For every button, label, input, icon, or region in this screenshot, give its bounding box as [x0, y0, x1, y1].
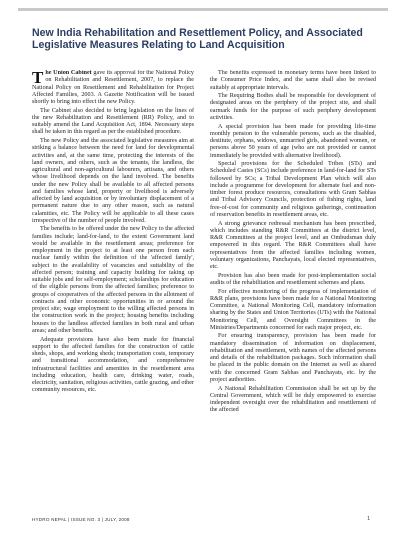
- paragraph: Special provisions for the Scheduled Tribes (STs) and Scheduled Castes (SCs) include preference in land-for-land for STs followed by SCs; a Tribal Development Plan which will also include a programme for development for alternate fuel and non-timber forest produce resources, consultations with Gram Sabhas and Tribal Advisory Councils, protection of fishing rights, land free-of-cost for community and religious gatherings, continuation of reservation benefits in resettlement areas, etc.: [210, 161, 376, 218]
- paragraph: For ensuring transparency, provision has been made for mandatory dissemination of information on displacement, rehabilitation and resettlement, with names of the affected persons and details of the rehabilitation packages. Such information shall be placed in the public domain on the Internet as well as shared with the concerned Gram Sabhas and Panchayats, etc. by the project authorities.: [210, 333, 376, 383]
- paragraph: The benefits to be offered under the new Policy to the affected families include; land-for-land, to the extent Government land would be available in the resettlement areas; preference for employment in the project to at least one person from each nuclear family within the definition of the 'affected family', subject to the availability of vacancies and suitability of the affected person; training and capacity building for taking up suitable jobs and for self-employment; scholarships for education of the eligible persons from the affected families; preference to groups of cooperatives of the affected persons in the allotment of contracts and other economic opportunities in or around the project site; wage employment to the willing affected persons in the construction work in the project; housing benefits including houses to the landless affected families in both rural and urban areas; and other benefits.: [32, 226, 194, 334]
- footer-issue-info: HYDRO NEPAL | ISSUE NO. 3 | JULY, 2008: [32, 517, 130, 522]
- left-column: [32, 70, 194, 510]
- paragraph: [32, 70, 194, 106]
- paragraph: Adequate provisions have also been made for financial support to the affected families for the construction of cattle sheds, shops, and working sheds; transportation costs, temporary and transitional accommodation, and comprehensive infrastructural facilities and amenities in the resettlement area including education, health care, drinking water, roads, electricity, sanitation, religious activities, cattle grazing, and other community resources, etc.: [32, 336, 194, 394]
- paragraph: The Cabinet also decided to bring legislation on the lines of the new Rehabilitation and Resettlement (RR) Policy, and to suitably amend the Land Acquisition Act, 1894. Necessary steps shall be taken in this regard as per the established procedure.: [32, 107, 194, 136]
- right-column: [210, 70, 376, 510]
- paragraph-text: gave its approval for the National Policy on Rehabilitation and Resettlement, 2007, to replace the National Policy on Resettlement and Rehabilitation for Project Affected Families, 2003. A Gazette Notification will be issued shortly to bring into effect the new Policy.: [32, 70, 194, 105]
- paragraph: For effective monitoring of the progress of implementation of R&R plans, provisions have been made for a National Monitoring Committee, a National Monitoring Cell, mandatory information sharing by the States and Union Territories (UTs) with the National Monitoring Cell, and Oversight Committees in the Ministries/Departments concerned for each major project, etc.: [210, 288, 376, 331]
- lead-in: he Union Cabinet: [45, 70, 92, 76]
- page-number: 1: [367, 516, 370, 522]
- paragraph: A National Rehabilitation Commission shall be set up by the Central Government, which will be duly empowered to exercise independent oversight over the rehabilitation and resettlement of the affected: [210, 385, 376, 414]
- drop-cap: T: [32, 70, 44, 87]
- paragraph: Provision has also been made for post-implementation social audits of the rehabilitation and resettlement schemes and plans.: [210, 272, 376, 286]
- header-rule: [18, 8, 388, 11]
- paragraph: The new Policy and the associated legislative measures aim at striking a balance between the need for land for developmental activities and, at the same time, protecting the interests of the land owners, and others, such as the tenants, the landless, the agricultural and non-agricultural labourers, artisans, and others whose livelihood depends on the land involved. The benefits under the new Policy shall be available to all affected persons and families whose land, property or livelihood is adversely affected by land acquisition or by involuntary displacement of a permanent nature due to any other reason, such as natural calamities, etc. The Policy will be applicable to all these cases irrespective of the number of people involved.: [32, 138, 194, 224]
- paragraph: A strong grievance redressal mechanism has been prescribed, which includes standing R&R Committees at the district level, R&R Committees at the project level, and an Ombudsman duly empowered in this regard. The R&R Committees shall have representatives from the affected families including women, voluntary organizations, Panchayats, local elected representatives, etc.: [210, 220, 376, 271]
- paragraph: The benefits expressed in monetary terms have been linked to the Consumer Price Index, and the same shall also be revised suitably at appropriate intervals.: [210, 70, 376, 91]
- paragraph: The Requiring Bodies shall be responsible for development of designated areas on the periphery of the project site, and shall earmark funds for the purpose of such periphery development activities.: [210, 93, 376, 121]
- paragraph: A special provision has been made for providing life-time monthly pension to the vulnerable persons, such as the disabled, destitute, orphans, widows, unmarried girls, abandoned women, or persons above 50 years of age (who are not provided or cannot immediately be provided with alternative livelihood).: [210, 123, 376, 159]
- article-title: New India Rehabilitation and Resettlement Policy, and Associated Legislative Measures Relating to Land Acquisition: [32, 27, 363, 51]
